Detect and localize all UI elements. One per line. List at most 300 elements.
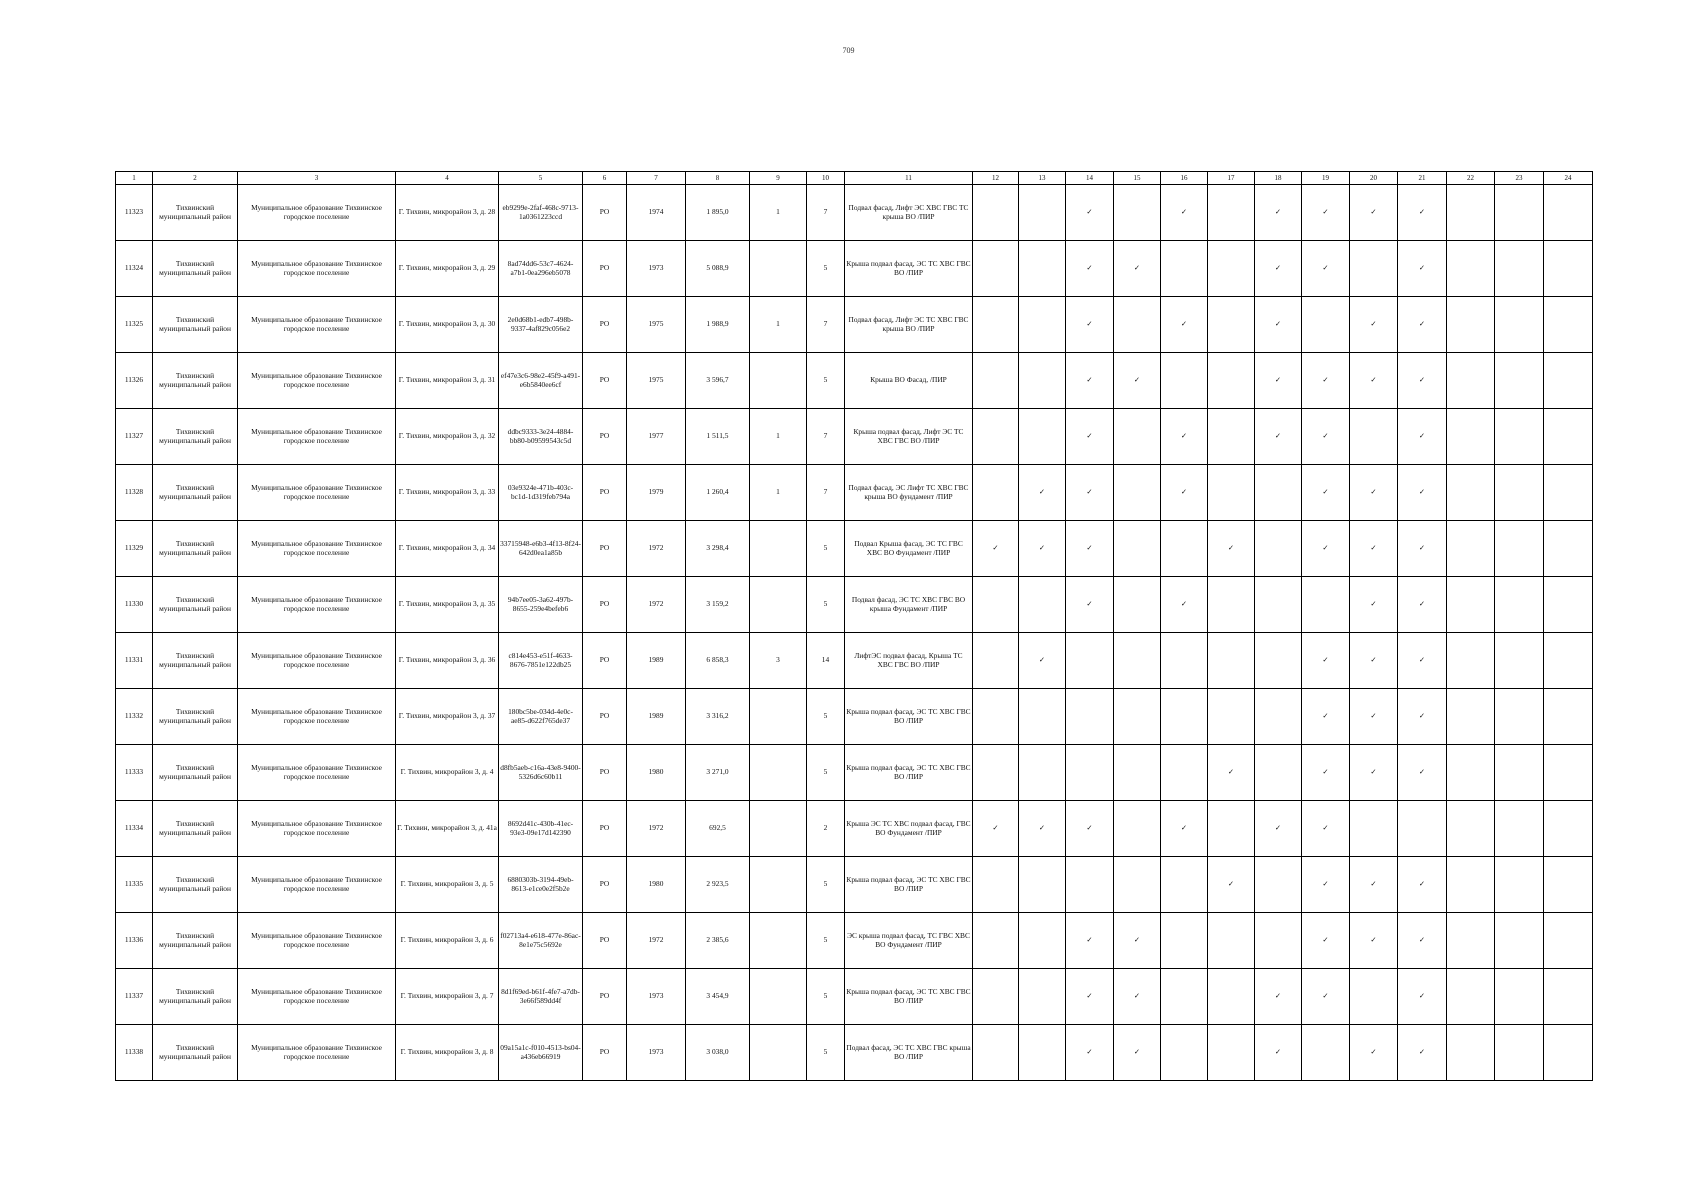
record-id-cell: 11329 [116, 521, 153, 577]
work-check-14-cell [1066, 633, 1114, 689]
works-cell: ЛифтЭС подвал фасад, Крыша ТС ХВС ГВС ВО /ПИР [845, 633, 973, 689]
work-check-14-cell: ✓ [1066, 969, 1114, 1025]
work-check-24-cell [1544, 465, 1593, 521]
year-cell: 1972 [627, 801, 686, 857]
work-check-22-cell [1447, 185, 1495, 241]
work-check-18-cell: ✓ [1255, 1025, 1302, 1081]
work-check-14-cell [1066, 689, 1114, 745]
table-row [116, 857, 1593, 913]
col10-cell: 7 [807, 297, 845, 353]
column-number-24: 24 [1544, 172, 1593, 185]
guid-cell: 8ad74dd6-53c7-4624-a7b1-0ea296eb5078 [499, 241, 583, 297]
address-cell: Г. Тихвин, микрорайон 3, д. 8 [396, 1025, 499, 1081]
year-cell: 1989 [627, 689, 686, 745]
works-cell: Подвал Крыша фасад, ЭС ТС ГВС ХВС ВО Фундамент /ПИР [845, 521, 973, 577]
work-check-12-cell [973, 745, 1019, 801]
work-check-16-cell: ✓ [1161, 297, 1208, 353]
work-check-14-cell: ✓ [1066, 465, 1114, 521]
col9-cell: 1 [750, 185, 807, 241]
area-cell: 1 988,9 [686, 297, 750, 353]
work-check-21-cell: ✓ [1398, 185, 1447, 241]
address-cell: Г. Тихвин, микрорайон 3, д. 33 [396, 465, 499, 521]
work-check-20-cell: ✓ [1350, 633, 1398, 689]
column-number-17: 17 [1208, 172, 1255, 185]
work-check-22-cell [1447, 689, 1495, 745]
work-check-22-cell [1447, 1025, 1495, 1081]
work-check-13-cell [1019, 409, 1066, 465]
table-row [116, 745, 1593, 801]
works-cell: Крыша подвал фасад, ЭС ТС ХВС ГВС ВО /ПИР [845, 241, 973, 297]
column-number-18: 18 [1255, 172, 1302, 185]
record-id-cell: 11333 [116, 745, 153, 801]
work-check-16-cell: ✓ [1161, 801, 1208, 857]
work-check-21-cell: ✓ [1398, 297, 1447, 353]
work-check-20-cell [1350, 409, 1398, 465]
table-row [116, 689, 1593, 745]
work-check-15-cell [1114, 857, 1161, 913]
work-check-13-cell [1019, 857, 1066, 913]
area-cell: 692,5 [686, 801, 750, 857]
works-cell: Подвал фасад, ЭС ТС ХВС ГВС ВО крыша Фундамент /ПИР [845, 577, 973, 633]
work-check-20-cell [1350, 801, 1398, 857]
work-check-19-cell [1302, 1025, 1350, 1081]
col9-cell: 1 [750, 409, 807, 465]
work-check-13-cell: ✓ [1019, 521, 1066, 577]
work-check-21-cell: ✓ [1398, 409, 1447, 465]
work-check-24-cell [1544, 577, 1593, 633]
col9-cell [750, 521, 807, 577]
col10-cell: 7 [807, 185, 845, 241]
work-check-23-cell [1495, 241, 1544, 297]
work-check-19-cell: ✓ [1302, 689, 1350, 745]
work-check-19-cell: ✓ [1302, 409, 1350, 465]
col9-cell [750, 1025, 807, 1081]
column-number-23: 23 [1495, 172, 1544, 185]
work-check-17-cell [1208, 969, 1255, 1025]
owner-cell: РО [583, 185, 627, 241]
address-cell: Г. Тихвин, микрорайон 3, д. 4 [396, 745, 499, 801]
work-check-20-cell: ✓ [1350, 297, 1398, 353]
work-check-17-cell [1208, 801, 1255, 857]
municipality-cell: Муниципальное образование Тихвинское городское поселение [238, 689, 396, 745]
guid-cell: 6880303b-3194-49eb-8613-e1ce0e2f5b2e [499, 857, 583, 913]
municipality-cell: Муниципальное образование Тихвинское городское поселение [238, 297, 396, 353]
col10-cell: 5 [807, 745, 845, 801]
work-check-19-cell: ✓ [1302, 801, 1350, 857]
work-check-13-cell [1019, 297, 1066, 353]
year-cell: 1989 [627, 633, 686, 689]
work-check-16-cell [1161, 857, 1208, 913]
district-cell: Тихвинский муниципальный район [153, 913, 238, 969]
work-check-15-cell: ✓ [1114, 913, 1161, 969]
work-check-24-cell [1544, 913, 1593, 969]
work-check-16-cell [1161, 1025, 1208, 1081]
year-cell: 1980 [627, 857, 686, 913]
area-cell: 3 159,2 [686, 577, 750, 633]
work-check-14-cell: ✓ [1066, 1025, 1114, 1081]
work-check-19-cell [1302, 577, 1350, 633]
work-check-15-cell [1114, 521, 1161, 577]
work-check-16-cell: ✓ [1161, 409, 1208, 465]
work-check-15-cell [1114, 745, 1161, 801]
work-check-23-cell [1495, 801, 1544, 857]
work-check-12-cell [973, 185, 1019, 241]
municipality-cell: Муниципальное образование Тихвинское городское поселение [238, 633, 396, 689]
work-check-14-cell: ✓ [1066, 241, 1114, 297]
column-number-11: 11 [845, 172, 973, 185]
housing-registry-table [115, 171, 1593, 1081]
works-cell: Крыша ВО Фасад, /ПИР [845, 353, 973, 409]
column-number-6: 6 [583, 172, 627, 185]
work-check-17-cell: ✓ [1208, 521, 1255, 577]
work-check-16-cell: ✓ [1161, 577, 1208, 633]
area-cell: 3 596,7 [686, 353, 750, 409]
municipality-cell: Муниципальное образование Тихвинское городское поселение [238, 409, 396, 465]
year-cell: 1973 [627, 1025, 686, 1081]
works-cell: Подвал фасад, Лифт ЭС ХВС ГВС ТС крыша ВО /ПИР [845, 185, 973, 241]
work-check-23-cell [1495, 633, 1544, 689]
table-row [116, 185, 1593, 241]
table-row [116, 465, 1593, 521]
work-check-15-cell [1114, 801, 1161, 857]
owner-cell: РО [583, 465, 627, 521]
page-number: 709 [842, 46, 855, 55]
col9-cell: 1 [750, 465, 807, 521]
works-cell: Подвал фасад, ЭС ТС ХВС ГВС крыша ВО /ПИР [845, 1025, 973, 1081]
work-check-16-cell [1161, 241, 1208, 297]
district-cell: Тихвинский муниципальный район [153, 409, 238, 465]
col9-cell [750, 857, 807, 913]
col10-cell: 5 [807, 857, 845, 913]
work-check-17-cell: ✓ [1208, 745, 1255, 801]
work-check-13-cell [1019, 913, 1066, 969]
owner-cell: РО [583, 409, 627, 465]
work-check-12-cell [973, 689, 1019, 745]
year-cell: 1973 [627, 969, 686, 1025]
column-number-16: 16 [1161, 172, 1208, 185]
record-id-cell: 11330 [116, 577, 153, 633]
work-check-13-cell: ✓ [1019, 633, 1066, 689]
work-check-15-cell [1114, 577, 1161, 633]
area-cell: 1 511,5 [686, 409, 750, 465]
area-cell: 3 454,9 [686, 969, 750, 1025]
work-check-21-cell: ✓ [1398, 913, 1447, 969]
col9-cell: 1 [750, 297, 807, 353]
work-check-12-cell [973, 353, 1019, 409]
work-check-18-cell [1255, 689, 1302, 745]
work-check-12-cell: ✓ [973, 801, 1019, 857]
table-row [116, 969, 1593, 1025]
work-check-14-cell [1066, 857, 1114, 913]
work-check-21-cell: ✓ [1398, 969, 1447, 1025]
work-check-16-cell [1161, 913, 1208, 969]
address-cell: Г. Тихвин, микрорайон 3, д. 6 [396, 913, 499, 969]
work-check-17-cell [1208, 633, 1255, 689]
work-check-21-cell: ✓ [1398, 689, 1447, 745]
guid-cell: 8d1f69ed-b61f-4fe7-a7db-3e66f589dd4f [499, 969, 583, 1025]
record-id-cell: 11336 [116, 913, 153, 969]
district-cell: Тихвинский муниципальный район [153, 185, 238, 241]
work-check-22-cell [1447, 409, 1495, 465]
work-check-16-cell [1161, 689, 1208, 745]
work-check-24-cell [1544, 409, 1593, 465]
record-id-cell: 11335 [116, 857, 153, 913]
work-check-22-cell [1447, 241, 1495, 297]
work-check-20-cell: ✓ [1350, 465, 1398, 521]
record-id-cell: 11334 [116, 801, 153, 857]
work-check-24-cell [1544, 745, 1593, 801]
work-check-21-cell: ✓ [1398, 577, 1447, 633]
guid-cell: c814e453-e51f-4633-8676-7851e122db25 [499, 633, 583, 689]
year-cell: 1974 [627, 185, 686, 241]
work-check-15-cell: ✓ [1114, 1025, 1161, 1081]
col9-cell [750, 353, 807, 409]
work-check-20-cell: ✓ [1350, 1025, 1398, 1081]
work-check-15-cell [1114, 689, 1161, 745]
district-cell: Тихвинский муниципальный район [153, 633, 238, 689]
work-check-22-cell [1447, 857, 1495, 913]
guid-cell: 8692d41c-430b-41ec-93e3-09e17d142390 [499, 801, 583, 857]
work-check-15-cell: ✓ [1114, 969, 1161, 1025]
record-id-cell: 11327 [116, 409, 153, 465]
column-number-20: 20 [1350, 172, 1398, 185]
work-check-17-cell [1208, 297, 1255, 353]
district-cell: Тихвинский муниципальный район [153, 521, 238, 577]
column-number-4: 4 [396, 172, 499, 185]
col9-cell: 3 [750, 633, 807, 689]
works-cell: Крыша подвал фасад, ЭС ТС ХВС ГВС ВО /ПИР [845, 857, 973, 913]
work-check-13-cell: ✓ [1019, 465, 1066, 521]
work-check-17-cell [1208, 185, 1255, 241]
district-cell: Тихвинский муниципальный район [153, 857, 238, 913]
work-check-12-cell [973, 1025, 1019, 1081]
area-cell: 3 271,0 [686, 745, 750, 801]
col10-cell: 5 [807, 969, 845, 1025]
year-cell: 1972 [627, 577, 686, 633]
work-check-21-cell: ✓ [1398, 857, 1447, 913]
work-check-14-cell: ✓ [1066, 353, 1114, 409]
record-id-cell: 11331 [116, 633, 153, 689]
works-cell: Подвал фасад, Лифт ЭС ТС ХВС ГВС крыша ВО /ПИР [845, 297, 973, 353]
year-cell: 1980 [627, 745, 686, 801]
work-check-17-cell [1208, 465, 1255, 521]
work-check-12-cell [973, 241, 1019, 297]
work-check-12-cell [973, 577, 1019, 633]
district-cell: Тихвинский муниципальный район [153, 969, 238, 1025]
work-check-17-cell [1208, 913, 1255, 969]
guid-cell: 180bc5be-034d-4e0c-ae85-d622f765de37 [499, 689, 583, 745]
year-cell: 1977 [627, 409, 686, 465]
work-check-24-cell [1544, 969, 1593, 1025]
area-cell: 3 316,2 [686, 689, 750, 745]
work-check-15-cell [1114, 633, 1161, 689]
owner-cell: РО [583, 577, 627, 633]
col10-cell: 7 [807, 465, 845, 521]
work-check-13-cell: ✓ [1019, 801, 1066, 857]
year-cell: 1975 [627, 353, 686, 409]
guid-cell: d8fb5aeb-c16a-43e8-9400-5326d6c60b11 [499, 745, 583, 801]
address-cell: Г. Тихвин, микрорайон 3, д. 36 [396, 633, 499, 689]
work-check-16-cell [1161, 353, 1208, 409]
work-check-20-cell: ✓ [1350, 185, 1398, 241]
work-check-18-cell: ✓ [1255, 241, 1302, 297]
work-check-18-cell: ✓ [1255, 353, 1302, 409]
work-check-21-cell: ✓ [1398, 241, 1447, 297]
address-cell: Г. Тихвин, микрорайон 3, д. 28 [396, 185, 499, 241]
work-check-22-cell [1447, 465, 1495, 521]
work-check-16-cell: ✓ [1161, 465, 1208, 521]
work-check-19-cell: ✓ [1302, 913, 1350, 969]
column-number-12: 12 [973, 172, 1019, 185]
work-check-19-cell: ✓ [1302, 969, 1350, 1025]
area-cell: 1 895,0 [686, 185, 750, 241]
work-check-14-cell: ✓ [1066, 577, 1114, 633]
works-cell: Крыша подвал фасад, Лифт ЭС ТС ХВС ГВС ВО /ПИР [845, 409, 973, 465]
year-cell: 1979 [627, 465, 686, 521]
work-check-18-cell [1255, 521, 1302, 577]
work-check-22-cell [1447, 633, 1495, 689]
district-cell: Тихвинский муниципальный район [153, 297, 238, 353]
address-cell: Г. Тихвин, микрорайон 3, д. 35 [396, 577, 499, 633]
owner-cell: РО [583, 353, 627, 409]
work-check-22-cell [1447, 577, 1495, 633]
record-id-cell: 11328 [116, 465, 153, 521]
works-cell: Крыша ЭС ТС ХВС подвал фасад, ГВС ВО Фундамент /ПИР [845, 801, 973, 857]
work-check-20-cell: ✓ [1350, 913, 1398, 969]
municipality-cell: Муниципальное образование Тихвинское городское поселение [238, 241, 396, 297]
work-check-21-cell [1398, 801, 1447, 857]
work-check-23-cell [1495, 913, 1544, 969]
col9-cell [750, 689, 807, 745]
work-check-24-cell [1544, 801, 1593, 857]
district-cell: Тихвинский муниципальный район [153, 241, 238, 297]
work-check-20-cell [1350, 241, 1398, 297]
column-number-5: 5 [499, 172, 583, 185]
owner-cell: РО [583, 745, 627, 801]
table-row [116, 633, 1593, 689]
work-check-18-cell: ✓ [1255, 409, 1302, 465]
col10-cell: 14 [807, 633, 845, 689]
work-check-19-cell: ✓ [1302, 857, 1350, 913]
work-check-12-cell [973, 297, 1019, 353]
work-check-18-cell [1255, 465, 1302, 521]
owner-cell: РО [583, 241, 627, 297]
work-check-12-cell [973, 465, 1019, 521]
work-check-23-cell [1495, 689, 1544, 745]
work-check-16-cell: ✓ [1161, 185, 1208, 241]
column-number-7: 7 [627, 172, 686, 185]
col9-cell [750, 969, 807, 1025]
work-check-24-cell [1544, 521, 1593, 577]
works-cell: Крыша подвал фасад, ЭС ТС ХВС ГВС ВО /ПИР [845, 969, 973, 1025]
record-id-cell: 11326 [116, 353, 153, 409]
work-check-23-cell [1495, 409, 1544, 465]
area-cell: 1 260,4 [686, 465, 750, 521]
work-check-19-cell: ✓ [1302, 521, 1350, 577]
work-check-22-cell [1447, 913, 1495, 969]
district-cell: Тихвинский муниципальный район [153, 1025, 238, 1081]
table-row [116, 297, 1593, 353]
work-check-17-cell [1208, 241, 1255, 297]
address-cell: Г. Тихвин, микрорайон 3, д. 32 [396, 409, 499, 465]
col9-cell [750, 801, 807, 857]
table-row [116, 521, 1593, 577]
works-cell: Крыша подвал фасад, ЭС ТС ХВС ГВС ВО /ПИР [845, 745, 973, 801]
work-check-19-cell [1302, 297, 1350, 353]
work-check-15-cell [1114, 409, 1161, 465]
record-id-cell: 11325 [116, 297, 153, 353]
column-number-22: 22 [1447, 172, 1495, 185]
district-cell: Тихвинский муниципальный район [153, 577, 238, 633]
work-check-23-cell [1495, 353, 1544, 409]
work-check-14-cell [1066, 745, 1114, 801]
work-check-14-cell: ✓ [1066, 521, 1114, 577]
work-check-20-cell: ✓ [1350, 521, 1398, 577]
owner-cell: РО [583, 913, 627, 969]
work-check-22-cell [1447, 521, 1495, 577]
work-check-12-cell [973, 409, 1019, 465]
col10-cell: 5 [807, 1025, 845, 1081]
col10-cell: 7 [807, 409, 845, 465]
work-check-20-cell [1350, 969, 1398, 1025]
work-check-17-cell [1208, 409, 1255, 465]
work-check-21-cell: ✓ [1398, 465, 1447, 521]
work-check-18-cell: ✓ [1255, 801, 1302, 857]
owner-cell: РО [583, 297, 627, 353]
work-check-22-cell [1447, 745, 1495, 801]
area-cell: 6 858,3 [686, 633, 750, 689]
work-check-24-cell [1544, 297, 1593, 353]
work-check-13-cell [1019, 745, 1066, 801]
work-check-21-cell: ✓ [1398, 745, 1447, 801]
work-check-13-cell [1019, 353, 1066, 409]
municipality-cell: Муниципальное образование Тихвинское городское поселение [238, 913, 396, 969]
work-check-19-cell: ✓ [1302, 633, 1350, 689]
year-cell: 1972 [627, 913, 686, 969]
col10-cell: 5 [807, 577, 845, 633]
work-check-20-cell: ✓ [1350, 857, 1398, 913]
column-number-9: 9 [750, 172, 807, 185]
work-check-18-cell [1255, 857, 1302, 913]
work-check-14-cell: ✓ [1066, 297, 1114, 353]
table-row [116, 241, 1593, 297]
work-check-20-cell: ✓ [1350, 689, 1398, 745]
work-check-17-cell [1208, 353, 1255, 409]
work-check-14-cell: ✓ [1066, 185, 1114, 241]
address-cell: Г. Тихвин, микрорайон 3, д. 37 [396, 689, 499, 745]
work-check-23-cell [1495, 185, 1544, 241]
work-check-12-cell: ✓ [973, 521, 1019, 577]
work-check-12-cell [973, 969, 1019, 1025]
work-check-20-cell: ✓ [1350, 745, 1398, 801]
guid-cell: ef47e3c6-98e2-45f9-a491-e6b5840ee6cf [499, 353, 583, 409]
work-check-14-cell: ✓ [1066, 409, 1114, 465]
work-check-22-cell [1447, 969, 1495, 1025]
district-cell: Тихвинский муниципальный район [153, 465, 238, 521]
work-check-19-cell: ✓ [1302, 185, 1350, 241]
work-check-16-cell [1161, 969, 1208, 1025]
column-number-2: 2 [153, 172, 238, 185]
column-number-row [116, 172, 1593, 185]
municipality-cell: Муниципальное образование Тихвинское городское поселение [238, 801, 396, 857]
year-cell: 1975 [627, 297, 686, 353]
guid-cell: 94b7ee05-3a62-497b-8655-259e4befeb6 [499, 577, 583, 633]
col10-cell: 2 [807, 801, 845, 857]
works-cell: ЭС крыша подвал фасад, ТС ГВС ХВС ВО Фундамент /ПИР [845, 913, 973, 969]
work-check-13-cell [1019, 241, 1066, 297]
work-check-19-cell: ✓ [1302, 745, 1350, 801]
work-check-12-cell [973, 633, 1019, 689]
